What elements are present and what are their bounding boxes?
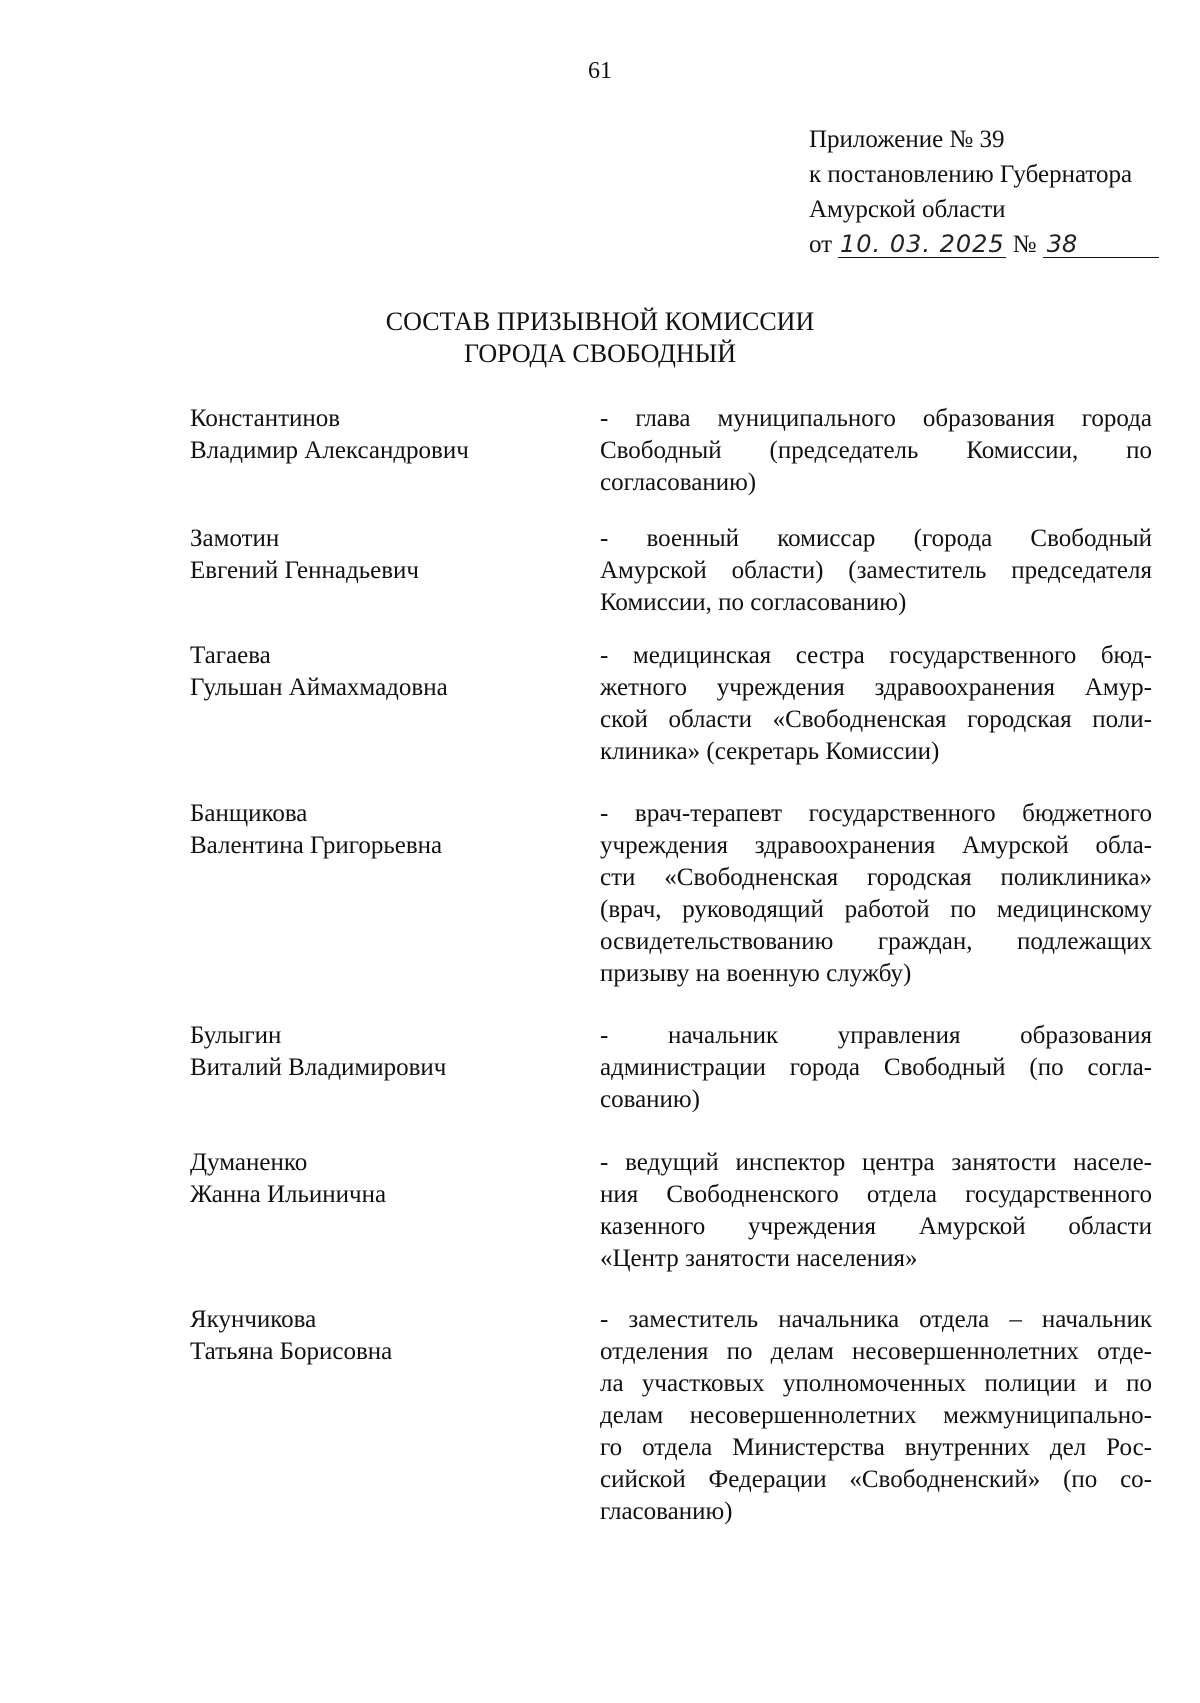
- handwritten-number: 38: [1043, 231, 1159, 258]
- role-line: ла участковых уполномоченных полиции и по: [600, 1370, 1152, 1397]
- document-title: [0, 306, 1200, 370]
- role-line: клиника» (секретарь Комиссии): [600, 738, 940, 765]
- member-role: [600, 403, 1152, 499]
- role-line: - начальник управления образования: [600, 1022, 1152, 1049]
- role-line: освидетельствованию граждан, подлежащих: [600, 928, 1152, 955]
- member-surname: Булыгин: [190, 1022, 282, 1049]
- appendix-header: [809, 122, 1159, 262]
- appendix-date-line: [809, 227, 1159, 262]
- role-line: Комиссии, по согласованию): [600, 589, 907, 616]
- member-name: [190, 640, 600, 704]
- member-surname: Якунчикова: [190, 1306, 317, 1333]
- number-prefix: №: [1012, 231, 1037, 258]
- role-line: жетного учреждения здравоохранения Амур-: [600, 674, 1152, 701]
- member-surname: Думаненко: [190, 1149, 308, 1176]
- role-line: «Центр занятости населения»: [600, 1245, 918, 1272]
- member-role: [600, 640, 1152, 768]
- member-given-names: Татьяна Борисовна: [190, 1338, 393, 1365]
- role-line: ния Свободненского отдела государственного: [600, 1181, 1152, 1208]
- member-given-names: Гульшан Аймахмадовна: [190, 674, 448, 701]
- role-line: казенного учреждения Амурской области: [600, 1213, 1152, 1240]
- role-line: Амурской области) (заместитель председателя: [600, 557, 1152, 584]
- role-line: Свободный (председатель Комиссии, по: [600, 437, 1152, 464]
- member-row: [190, 1304, 1150, 1534]
- member-given-names: Владимир Александрович: [190, 437, 469, 464]
- role-line: сийской Федерации «Свободненский» (по со-: [600, 1466, 1152, 1493]
- role-line: - военный комиссар (города Свободный: [600, 525, 1152, 552]
- member-name: [190, 798, 600, 862]
- member-role: [600, 798, 1152, 990]
- member-given-names: Виталий Владимирович: [190, 1054, 447, 1081]
- member-surname: Константинов: [190, 405, 341, 432]
- member-row: [190, 798, 1150, 1020]
- members-list: [190, 403, 1150, 1534]
- member-name: [190, 403, 600, 467]
- role-line: ской области «Свободненская городская поли-: [600, 706, 1152, 733]
- member-row: [190, 640, 1150, 798]
- appendix-decree-ref: к постановлению Губернатора: [809, 161, 1133, 188]
- member-row: [190, 1020, 1150, 1147]
- member-row: [190, 523, 1150, 640]
- member-name: [190, 1304, 600, 1368]
- member-surname: Тагаева: [190, 642, 271, 669]
- role-line: администрации города Свободный (по согла-: [600, 1054, 1152, 1081]
- role-line: призыву на военную службу): [600, 960, 912, 987]
- member-row: [190, 403, 1150, 523]
- member-name: [190, 523, 600, 587]
- member-role: [600, 1147, 1152, 1275]
- member-role: [600, 1304, 1152, 1528]
- role-line: - заместитель начальника отдела – начальник: [600, 1306, 1152, 1333]
- role-line: го отдела Министерства внутренних дел Рос-: [600, 1434, 1152, 1461]
- member-surname: Банщикова: [190, 800, 308, 827]
- page-number: 61: [588, 58, 612, 84]
- appendix-number: Приложение № 39: [809, 126, 1005, 153]
- role-line: отделения по делам несовершеннолетних отде-: [600, 1338, 1152, 1365]
- role-line: сти «Свободненская городская поликлиника»: [600, 864, 1152, 891]
- member-given-names: Жанна Ильинична: [190, 1181, 387, 1208]
- appendix-region: Амурской области: [809, 196, 1006, 223]
- role-line: - ведущий инспектор центра занятости населе-: [600, 1149, 1152, 1176]
- date-prefix: от: [809, 231, 833, 258]
- role-line: согласованию): [600, 469, 757, 496]
- role-line: делам несовершеннолетних межмуниципально-: [600, 1402, 1152, 1429]
- role-line: сованию): [600, 1086, 700, 1113]
- title-line-2: ГОРОДА СВОБОДНЫЙ: [463, 339, 737, 368]
- handwritten-date: 10. 03. 2025: [840, 230, 1005, 258]
- member-given-names: Валентина Григорьевна: [190, 832, 443, 859]
- role-line: - врач-терапевт государственного бюджетного: [600, 800, 1152, 827]
- role-line: (врач, руководящий работой по медицинскому: [600, 896, 1152, 923]
- member-name: [190, 1147, 600, 1211]
- member-given-names: Евгений Геннадьевич: [190, 557, 419, 584]
- member-row: [190, 1147, 1150, 1304]
- role-line: - глава муниципального образования города: [600, 405, 1152, 432]
- role-line: учреждения здравоохранения Амурской обла-: [600, 832, 1152, 859]
- role-line: - медицинская сестра государственного бюд-: [600, 642, 1152, 669]
- member-surname: Замотин: [190, 525, 280, 552]
- member-name: [190, 1020, 600, 1084]
- title-line-1: СОСТАВ ПРИЗЫВНОЙ КОМИССИИ: [385, 307, 815, 336]
- member-role: [600, 1020, 1152, 1116]
- role-line: гласованию): [600, 1498, 733, 1525]
- member-role: [600, 523, 1152, 619]
